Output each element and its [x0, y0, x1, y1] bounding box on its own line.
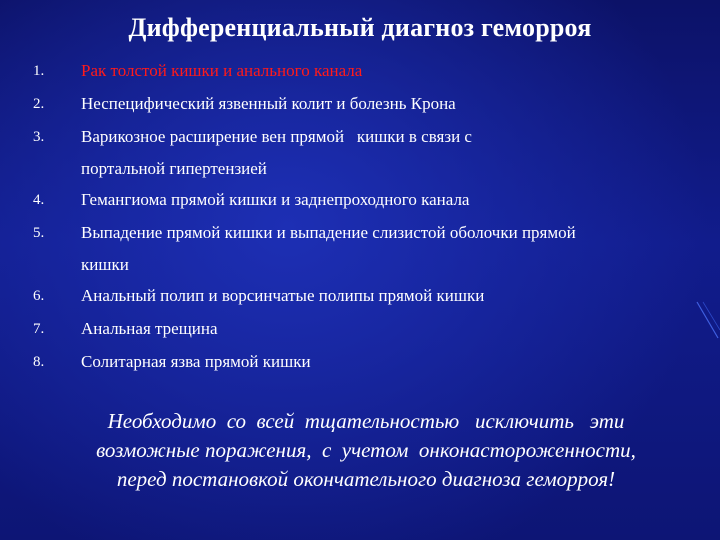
list-item-line: кишки: [81, 255, 129, 274]
decorative-line: [695, 300, 720, 340]
list-item-line: Выпадение прямой кишки и выпадение слизистой оболочки прямой: [81, 223, 576, 242]
list-item-text: [81, 313, 681, 345]
note-line: Необходимо со всей тщательностью исключить эти: [107, 409, 625, 433]
list-item-number: 2.: [33, 96, 45, 112]
list-item-line: Солитарная язва прямой кишки: [81, 352, 311, 371]
list-item-number: 1.: [33, 63, 45, 79]
list-item-text: [81, 346, 681, 378]
list-item-line: Анальная трещина: [81, 319, 218, 338]
list-item-text: [81, 184, 681, 216]
list-item-line: Неспецифический язвенный колит и болезнь Крона: [81, 94, 456, 113]
list-item-text: [81, 217, 681, 281]
list-item-line: Анальный полип и ворсинчатые полипы прямой кишки: [81, 286, 485, 305]
list-item-number: 6.: [33, 288, 45, 304]
list-item-number: 7.: [33, 321, 45, 337]
list-item-number: 8.: [33, 354, 45, 370]
list-item-number: 4.: [33, 192, 45, 208]
warning-note: [40, 407, 692, 494]
list-item-line: Рак толстой кишки и анального канала: [81, 61, 363, 80]
list-item-line: Гемангиома прямой кишки и заднепроходного канала: [81, 190, 470, 209]
list-item-line: портальной гипертензией: [81, 159, 267, 178]
list-item-text: [81, 55, 681, 87]
list-item-text: [81, 280, 681, 312]
list-item-line: Варикозное расширение вен прямой кишки в связи с: [81, 127, 472, 146]
slide-title: Дифференциальный диагноз геморроя: [128, 13, 592, 42]
list-item-number: 3.: [33, 129, 45, 145]
note-line: перед постановкой окончательного диагноза геморроя!: [116, 467, 616, 491]
list-item-number: 5.: [33, 225, 45, 241]
note-line: возможные поражения, с учетом онконастороженности,: [96, 438, 636, 462]
list-item-text: [81, 88, 681, 120]
list-item-text: [81, 121, 681, 185]
